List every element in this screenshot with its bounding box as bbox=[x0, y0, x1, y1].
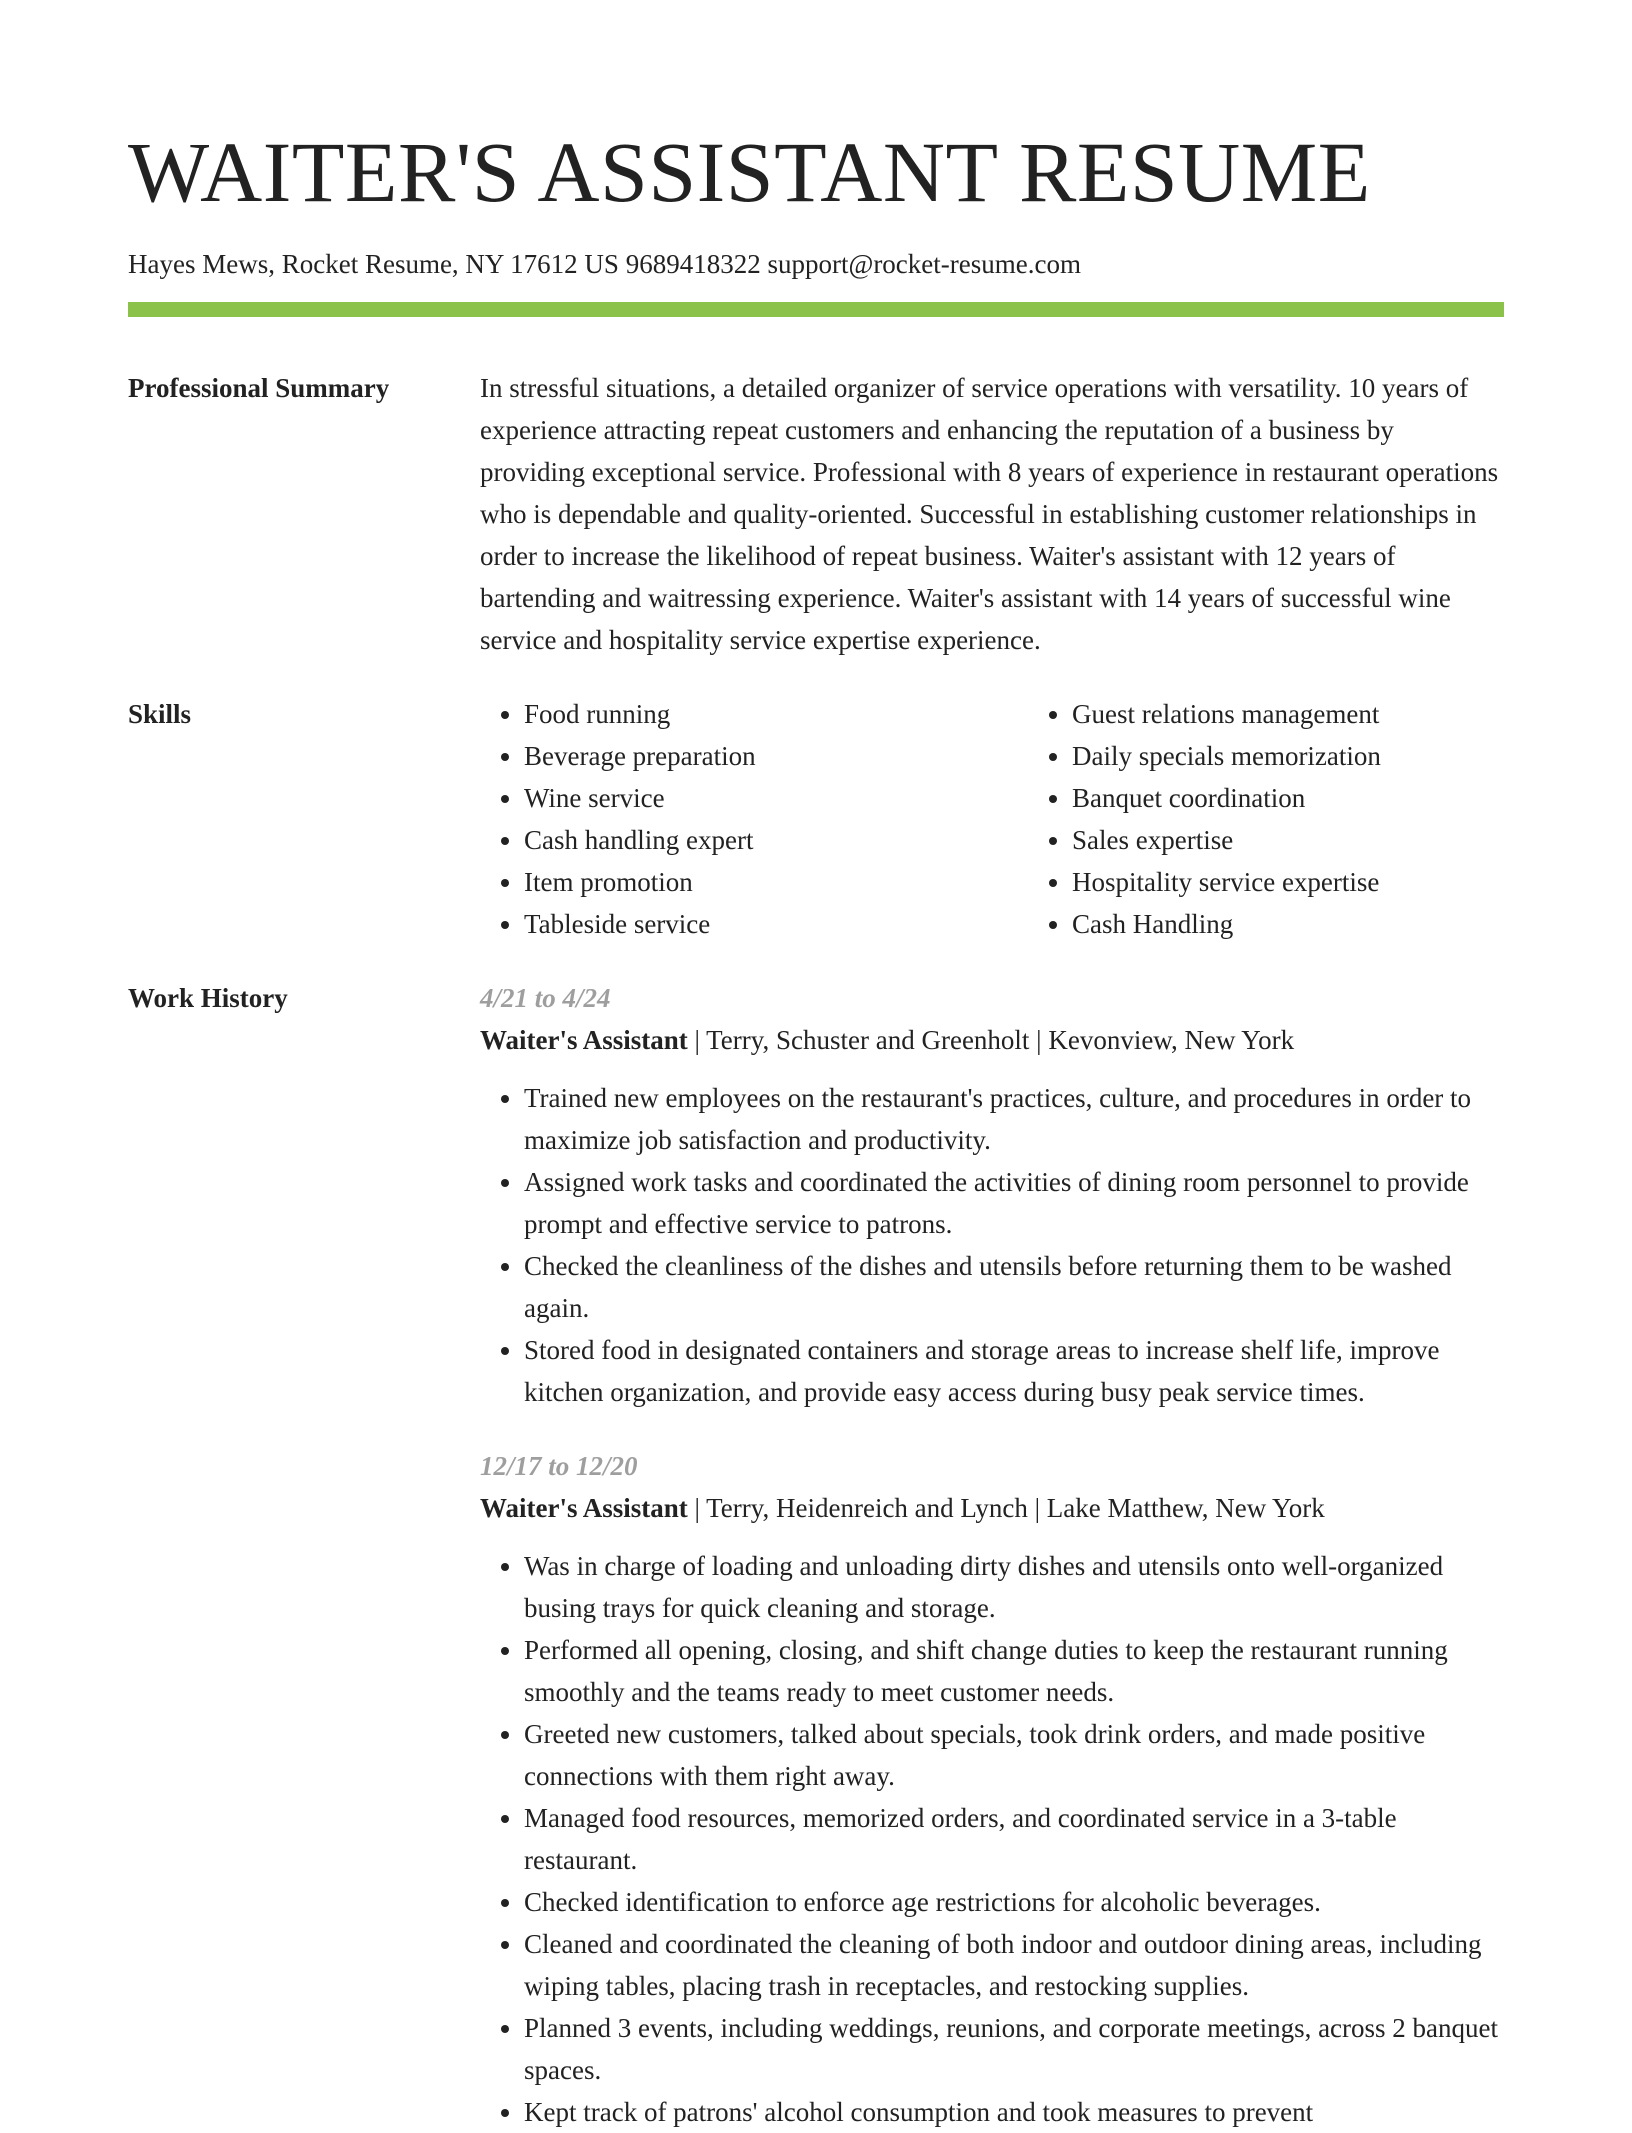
contact-address: Hayes Mews, Rocket Resume, NY 17612 US bbox=[128, 249, 619, 279]
skill-item: • Daily specials memorization bbox=[1072, 735, 1576, 777]
job-entry bbox=[480, 977, 1504, 1413]
summary-text: In stressful situations, a detailed organizer of service operations with versatility. 10 years of experience attracting repeat customers and enhancing the reputation of a business by providing exceptional service. Professional with 8 years of experience in restaurant operations who is dependable and quality-oriented. Successful in establishing customer relationships in order to increase the likelihood of repeat business. Waiter's assistant with 12 years of bartending and waitressing experience. Waiter's assistant with 14 years of successful wine service and hospitality service expertise experience. bbox=[480, 373, 1499, 655]
job-bullet-list bbox=[480, 1077, 1504, 1413]
skills-section bbox=[128, 693, 1504, 945]
skill-item: • Wine service bbox=[524, 777, 1028, 819]
header-divider bbox=[128, 302, 1504, 317]
job-employer-location: | Terry, Schuster and Greenholt | Kevonview, New York bbox=[687, 1025, 1295, 1055]
skill-item: • Guest relations management bbox=[1072, 693, 1576, 735]
contact-phone: 9689418322 bbox=[625, 249, 761, 279]
resume-page bbox=[128, 0, 1504, 2133]
section-label-summary: Professional Summary bbox=[128, 373, 390, 403]
job-bullet: • Checked the cleanliness of the dishes and utensils before returning them to be washed again. bbox=[524, 1245, 1504, 1329]
professional-summary-section bbox=[128, 367, 1504, 661]
skill-item: • Cash Handling bbox=[1072, 903, 1576, 945]
job-title-line bbox=[480, 1019, 1504, 1061]
job-bullet: • Trained new employees on the restaurant's practices, culture, and procedures in order to maximize job satisfaction and productivity. bbox=[524, 1077, 1504, 1161]
job-bullet: • Was in charge of loading and unloading dirty dishes and utensils onto well-organized busing trays for quick cleaning and storage. bbox=[524, 1545, 1504, 1629]
job-title: Waiter's Assistant bbox=[480, 1493, 688, 1523]
job-title: Waiter's Assistant bbox=[480, 1025, 688, 1055]
job-bullet: • Greeted new customers, talked about specials, took drink orders, and made positive connections with them right away. bbox=[524, 1713, 1504, 1797]
job-dates: 12/17 to 12/20 bbox=[480, 1451, 638, 1481]
resume-title: WAITER'S ASSISTANT RESUME bbox=[128, 124, 1371, 220]
skill-item: • Tableside service bbox=[524, 903, 1028, 945]
job-bullet: • Cleaned and coordinated the cleaning of both indoor and outdoor dining areas, including wiping tables, placing trash in receptacles, and restocking supplies. bbox=[524, 1923, 1504, 2007]
skill-item: • Sales expertise bbox=[1072, 819, 1576, 861]
skill-item: • Beverage preparation bbox=[524, 735, 1028, 777]
skills-list-left bbox=[480, 693, 1028, 945]
section-label-work-history: Work History bbox=[128, 983, 288, 1013]
job-bullet: • Kept track of patrons' alcohol consumption and took measures to prevent bbox=[524, 2091, 1504, 2133]
job-dates: 4/21 to 4/24 bbox=[480, 983, 611, 1013]
skill-item: • Cash handling expert bbox=[524, 819, 1028, 861]
job-bullet: • Checked identification to enforce age restrictions for alcoholic beverages. bbox=[524, 1881, 1504, 1923]
job-bullet: • Managed food resources, memorized orders, and coordinated service in a 3-table restaurant. bbox=[524, 1797, 1504, 1881]
skill-item: • Item promotion bbox=[524, 861, 1028, 903]
skill-item: • Food running bbox=[524, 693, 1028, 735]
job-bullet: • Planned 3 events, including weddings, reunions, and corporate meetings, across 2 banquet spaces. bbox=[524, 2007, 1504, 2091]
job-entry bbox=[480, 1445, 1504, 2133]
section-label-skills: Skills bbox=[128, 699, 192, 729]
job-bullet-list bbox=[480, 1545, 1504, 2133]
work-history-section bbox=[128, 977, 1504, 2133]
job-employer-location: | Terry, Heidenreich and Lynch | Lake Matthew, New York bbox=[687, 1493, 1325, 1523]
contact-line bbox=[128, 246, 1504, 282]
job-bullet: • Assigned work tasks and coordinated the activities of dining room personnel to provide prompt and effective service to patrons. bbox=[524, 1161, 1504, 1245]
job-title-line bbox=[480, 1487, 1504, 1529]
job-bullet: • Performed all opening, closing, and shift change duties to keep the restaurant running smoothly and the teams ready to meet customer needs. bbox=[524, 1629, 1504, 1713]
skills-list-right bbox=[1028, 693, 1576, 945]
contact-email: support@rocket-resume.com bbox=[767, 249, 1081, 279]
job-bullet: • Stored food in designated containers and storage areas to increase shelf life, improve kitchen organization, and provide easy access during busy peak service times. bbox=[524, 1329, 1504, 1413]
skill-item: • Hospitality service expertise bbox=[1072, 861, 1576, 903]
skill-item: • Banquet coordination bbox=[1072, 777, 1576, 819]
